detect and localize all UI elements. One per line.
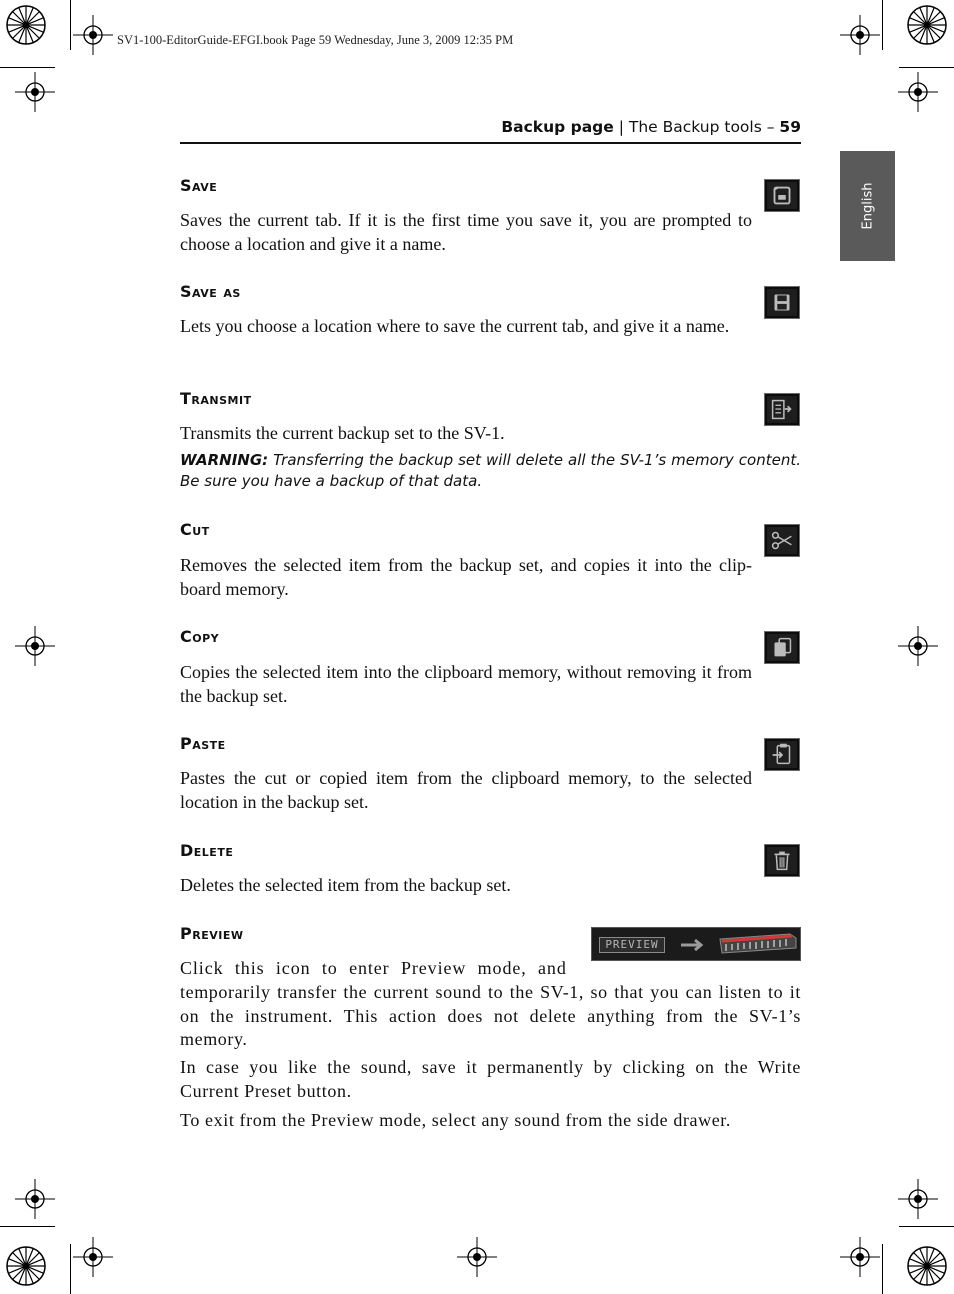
registration-mark	[15, 1179, 55, 1219]
crop-starburst-mark	[907, 5, 947, 45]
crop-line	[882, 0, 883, 50]
section-body-save-as: Lets you choose a location where to save the current tab, and give it a name.	[180, 316, 730, 336]
registration-mark	[73, 15, 113, 55]
running-head-separator: |	[613, 118, 629, 136]
crop-starburst-mark	[6, 1246, 46, 1286]
arrow-right-icon	[680, 936, 704, 954]
section-body-paste: Pastes the cut or copied item from the clipboard memory, to the selected location in the backup set.	[180, 768, 752, 812]
section-body-cut: Removes the selected item from the backup set, and copies it into the clip-board memory.	[180, 555, 752, 599]
section-heading-save-as: Save as	[180, 282, 241, 301]
running-head-subsection: The Backup tools	[628, 118, 762, 136]
crop-line	[70, 0, 71, 50]
save-as-icon	[764, 286, 800, 319]
section-body-preview-3: To exit from the Preview mode, select any sound from the side drawer.	[180, 1110, 731, 1130]
section-body-delete: Deletes the selected item from the backup set.	[180, 875, 511, 895]
language-tab	[840, 151, 895, 261]
crop-line	[70, 1244, 71, 1294]
crop-line	[882, 1244, 883, 1294]
registration-mark	[15, 72, 55, 112]
section-heading-paste: Paste	[180, 734, 226, 753]
trash-icon	[764, 844, 800, 877]
scissors-icon	[764, 524, 800, 557]
header-rule	[180, 142, 801, 144]
crop-starburst-mark	[907, 1246, 947, 1286]
section-heading-copy: Copy	[180, 627, 220, 646]
crop-line	[899, 1226, 954, 1227]
registration-mark	[898, 626, 938, 666]
section-heading-cut: Cut	[180, 520, 210, 539]
keyboard-icon	[716, 931, 798, 957]
registration-mark	[898, 72, 938, 112]
running-head-dash: –	[761, 118, 780, 136]
section-body-preview-lead: Click this icon to enter Preview mode, and	[180, 958, 567, 978]
preview-button-image	[591, 927, 801, 961]
registration-mark	[457, 1237, 497, 1277]
registration-mark	[898, 1179, 938, 1219]
running-head	[180, 118, 801, 136]
section-body-transmit: Transmits the current backup set to the SV-1.	[180, 423, 505, 443]
registration-mark	[15, 626, 55, 666]
section-body-preview: temporarily transfer the current sound to the SV-1, so that you can listen to it on the instrument. This action does not delete anything from the SV-1’s memory.	[180, 982, 801, 1049]
registration-mark	[840, 15, 880, 55]
registration-mark	[73, 1237, 113, 1277]
paste-icon	[764, 738, 800, 771]
copy-icon	[764, 631, 800, 664]
language-tab-label: English	[860, 182, 875, 230]
preview-button-label: PREVIEW	[599, 937, 665, 953]
running-head-section: Backup page	[501, 118, 614, 136]
crop-starburst-mark	[6, 5, 46, 45]
warning-text: Transferring the backup set will delete all the SV-1’s memory content. Be sure you have a backup of that data.	[180, 451, 801, 490]
print-slug: SV1-100-EditorGuide-EFGI.book Page 59 Wednesday, June 3, 2009 12:35 PM	[117, 33, 514, 47]
crop-line	[899, 67, 954, 68]
page-number: 59	[779, 118, 801, 136]
save-icon	[764, 179, 800, 212]
crop-line	[0, 1226, 55, 1227]
section-body-save: Saves the current tab. If it is the first time you save it, you are prompted to choose a location and give it a name.	[180, 210, 752, 254]
section-heading-transmit: Transmit	[180, 389, 252, 408]
registration-mark	[840, 1237, 880, 1277]
crop-line	[0, 67, 55, 68]
section-heading-delete: Delete	[180, 841, 234, 860]
section-body-copy: Copies the selected item into the clipboard memory, without removing it from the backup set.	[180, 662, 752, 706]
section-heading-save: Save	[180, 176, 218, 195]
section-body-preview-2: In case you like the sound, save it permanently by clicking on the Write Current Preset button.	[180, 1057, 801, 1101]
warning-label: WARNING:	[180, 451, 269, 469]
section-heading-preview: Preview	[180, 924, 244, 943]
transmit-icon	[764, 393, 800, 426]
warning-note	[180, 450, 801, 492]
